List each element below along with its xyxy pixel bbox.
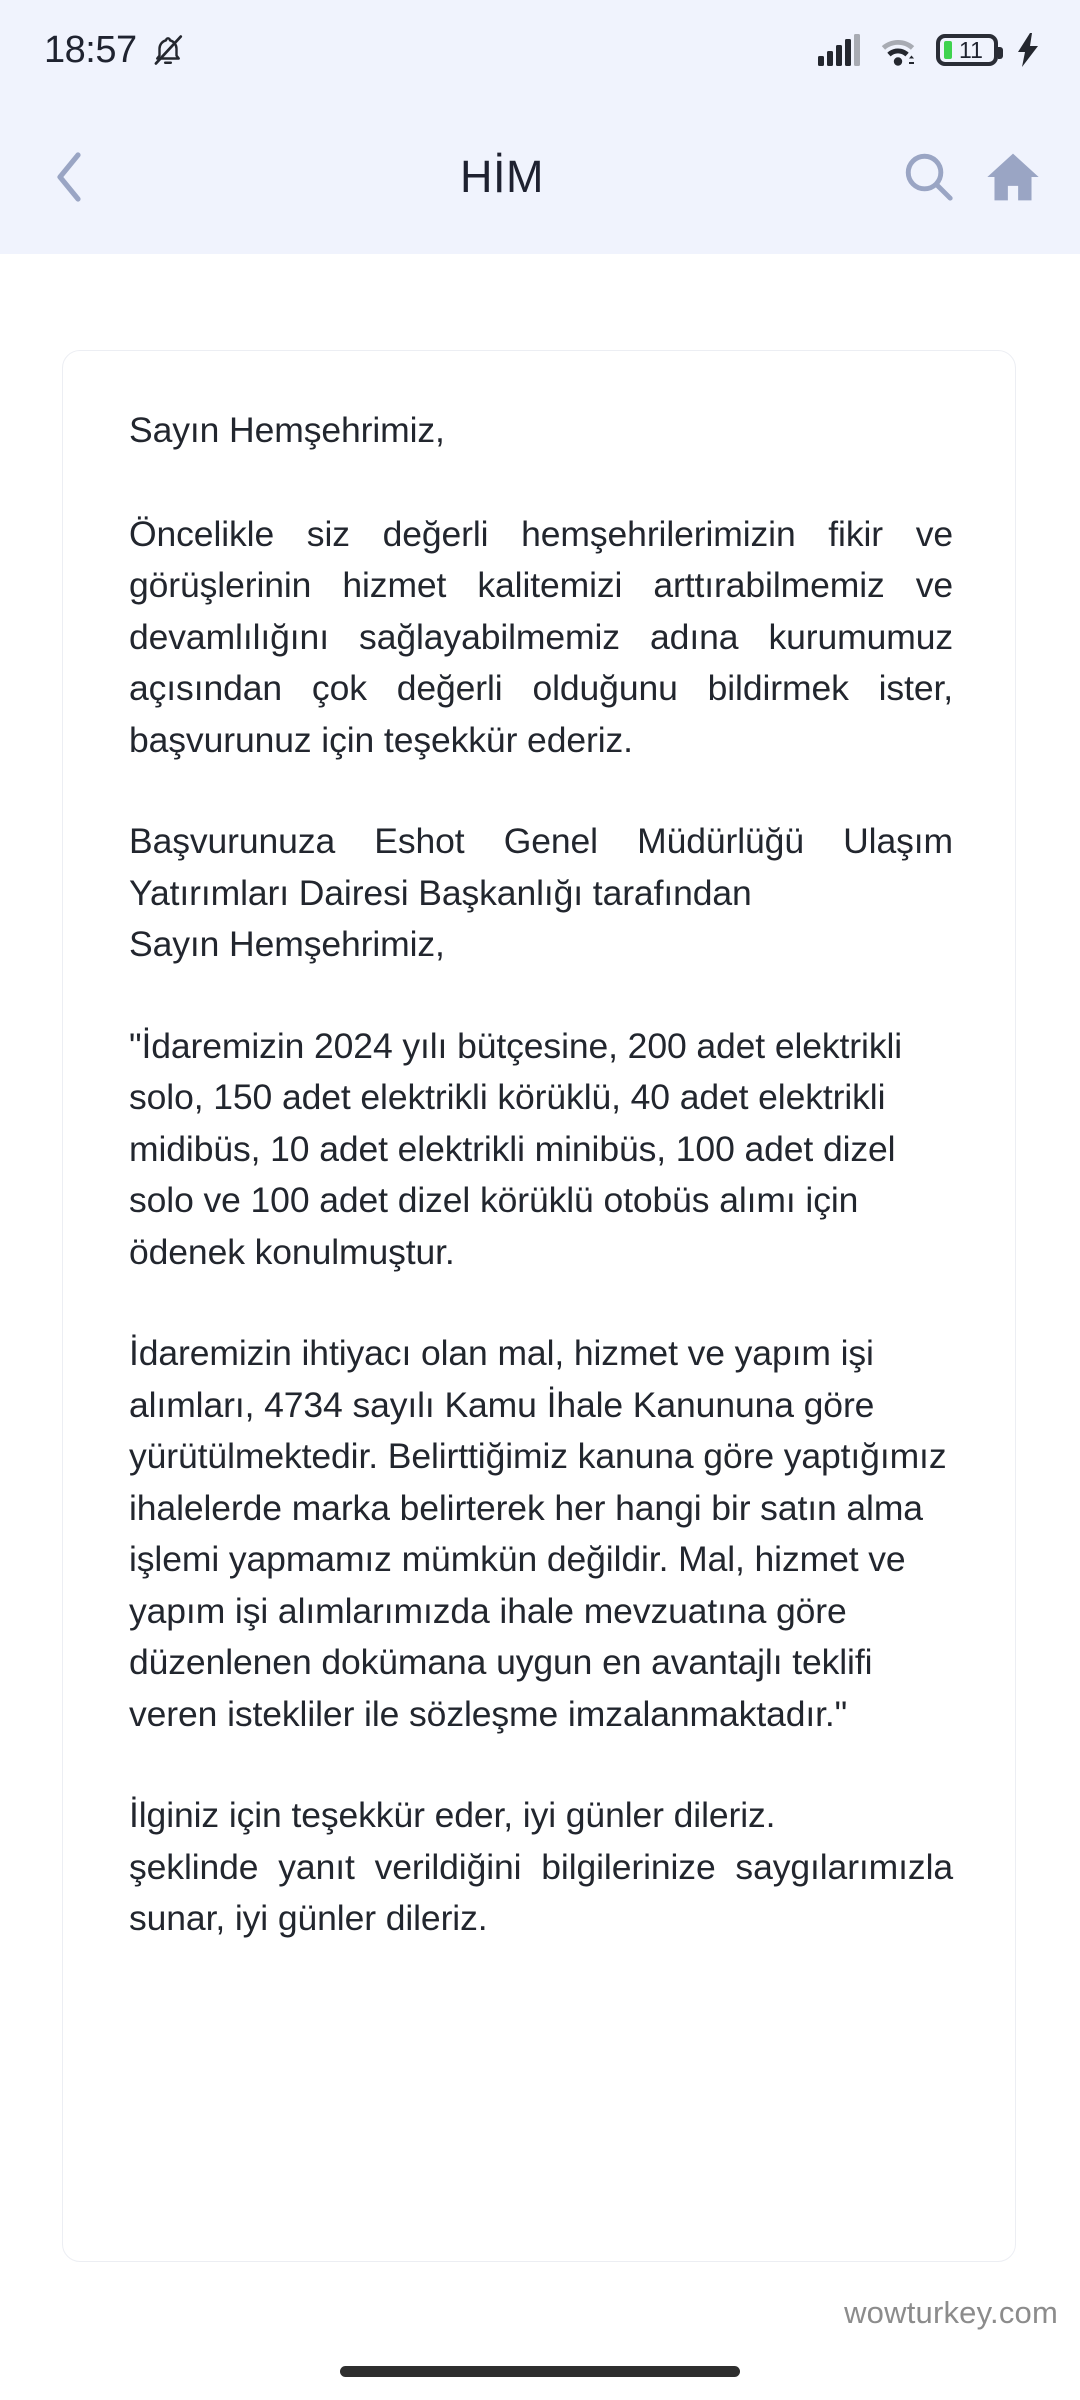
greeting-paragraph: Sayın Hemşehrimiz, <box>129 410 445 450</box>
home-icon[interactable] <box>984 148 1042 206</box>
cellular-signal-icon <box>818 34 860 66</box>
status-bar-right <box>818 33 1040 67</box>
charging-bolt-icon <box>1016 33 1040 67</box>
paragraph-spacer <box>129 766 953 816</box>
status-bar <box>0 0 1080 100</box>
intro-paragraph: Öncelikle siz değerli hemşehrilerimizin fikir ve görüşlerinin hizmet kalitemizi arttırabilmemiz ve devamlılığını sağlayabilmemiz adına kurumumuz açısından çok değerli olduğunu bildirmek ister, başvurunuz için teşekkür ederiz. <box>129 513 953 760</box>
quote-budget-paragraph: "İdaremizin 2024 yılı bütçesine, 200 adet elektrikli solo, 150 adet elektrikli körüklü, 40 adet elektrikli midibüs, 10 adet elektrikli minibüs, 100 adet dizel solo ve 100 adet dizel körüklü otobüs alımı için ödenek konulmuştur. <box>129 1025 903 1272</box>
closing-thanks-paragraph: İlginiz için teşekkür eder, iyi günler dileriz. <box>129 1795 776 1835</box>
home-gesture-bar[interactable] <box>340 2366 740 2377</box>
bell-muted-icon <box>151 33 185 67</box>
greeting-second-paragraph: Sayın Hemşehrimiz, <box>129 924 445 964</box>
response-body <box>129 405 953 1945</box>
back-button[interactable] <box>46 146 94 208</box>
wifi-icon <box>878 34 918 66</box>
page-title: HİM <box>460 151 544 202</box>
status-clock: 18:57 <box>44 28 137 71</box>
paragraph-spacer <box>129 1278 953 1328</box>
response-card <box>62 350 1016 2262</box>
paragraph-spacer <box>129 457 953 509</box>
referral-paragraph: Başvurunuza Eshot Genel Müdürlüğü Ulaşım Yatırımları Dairesi Başkanlığı tarafından <box>129 821 953 913</box>
quote-procurement-paragraph: İdaremizin ihtiyacı olan mal, hizmet ve yapım işi alımları, 4734 sayılı Kamu İhale Kanununa göre yürütülmektedir. Belirttiğimiz kanuna göre yaptığımız ihalelerde marka belirterek her hangi bir satın alma işlemi yapmamız mümkün değildir. Mal, hizmet ve yapım işi alımlarımızda ihale mevzuatına göre düzenlenen dokümana uygun en avantajlı teklifi veren istekliler ile sözleşme imzalanmaktadır." <box>129 1333 947 1734</box>
app-bar-actions <box>900 148 1042 206</box>
watermark: wowturkey.com <box>844 2295 1058 2330</box>
battery-level-text: 11 <box>959 37 983 63</box>
paragraph-spacer <box>129 971 953 1021</box>
status-bar-left <box>44 29 185 72</box>
paragraph-spacer <box>129 1740 953 1790</box>
battery-icon <box>936 34 998 66</box>
app-bar <box>0 100 1080 254</box>
search-icon[interactable] <box>900 148 958 206</box>
closing-note-paragraph: şeklinde yanıt verildiğini bilgilerinize saygılarımızla sunar, iyi günler dileriz. <box>129 1846 953 1938</box>
